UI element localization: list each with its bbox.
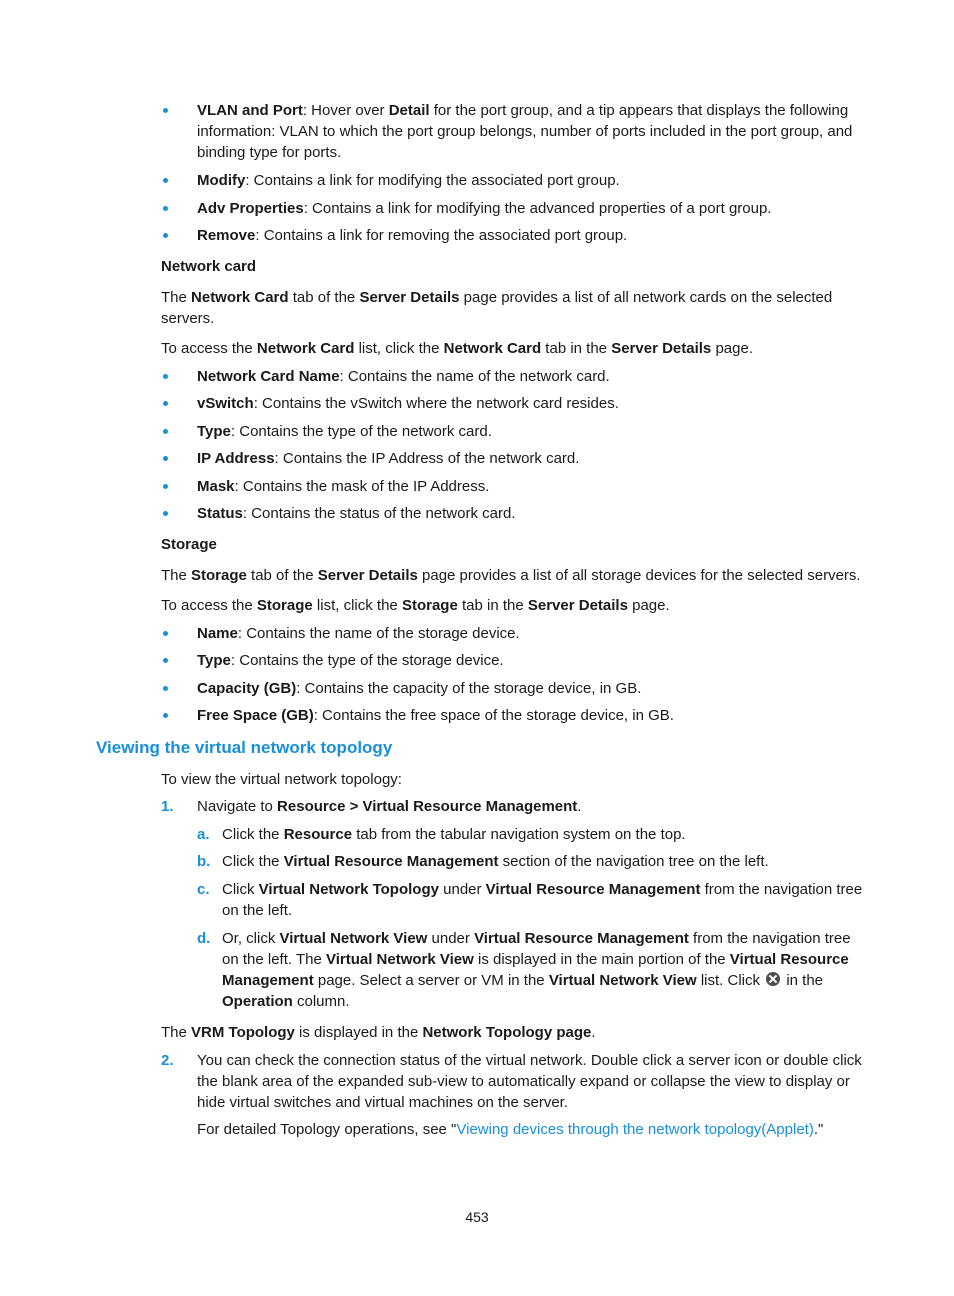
- bullet-icon: [163, 686, 168, 691]
- substep-item: c. Click Virtual Network Topology under Virtual Resource Management from the navigation tree on the left.: [197, 881, 863, 919]
- bullet-icon: [163, 456, 168, 461]
- paragraph: The Storage tab of the Server Details page provides a list of all storage devices for the selected servers.: [161, 567, 861, 584]
- bullet-icon: [163, 429, 168, 434]
- paragraph: The VRM Topology is displayed in the Network Topology page.: [161, 1024, 596, 1041]
- paragraph: The Network Card tab of the Server Details page provides a list of all network cards on the selected servers.: [161, 289, 833, 327]
- bullet-icon: [163, 713, 168, 718]
- bullet-icon: [163, 658, 168, 663]
- operation-icon: [766, 972, 780, 986]
- substep-item: b. Click the Virtual Resource Management section of the navigation tree on the left.: [197, 853, 769, 870]
- bullet-icon: [163, 401, 168, 406]
- section-heading-topology: Viewing the virtual network topology: [96, 738, 393, 757]
- list-item: Modify: Contains a link for modifying the associated port group.: [161, 170, 863, 191]
- paragraph: To view the virtual network topology:: [161, 771, 402, 788]
- list-item: Capacity (GB): Contains the capacity of the storage device, in GB.: [161, 678, 863, 699]
- substep-item: a. Click the Resource tab from the tabular navigation system on the top.: [197, 826, 686, 843]
- paragraph: For detailed Topology operations, see "Viewing devices through the network topology(Applet).": [197, 1121, 824, 1138]
- list-item: Type: Contains the type of the storage device.: [161, 650, 863, 671]
- list-item: Network Card Name: Contains the name of the network card.: [161, 366, 863, 387]
- bullet-icon: [163, 178, 168, 183]
- topology-applet-link[interactable]: Viewing devices through the network topology(Applet): [456, 1121, 814, 1138]
- bullet-icon: [163, 484, 168, 489]
- paragraph: To access the Storage list, click the Storage tab in the Server Details page.: [161, 597, 670, 614]
- list-item: Remove: Contains a link for removing the associated port group.: [161, 225, 863, 246]
- list-item: VLAN and Port: Hover over Detail for the port group, and a tip appears that displays the following information: VLAN to which the port group belongs, number of ports included in the port group, and binding type for ports.: [161, 100, 863, 163]
- bullet-icon: [163, 511, 168, 516]
- section-heading-storage: Storage: [161, 536, 217, 553]
- term: VLAN and Port: [197, 102, 303, 119]
- list-item: Mask: Contains the mask of the IP Address.: [161, 476, 863, 497]
- step-item: 2. You can check the connection status of the virtual network. Double click a server icon or double click the blank area of the expanded sub-view to automatically expand or collapse the view to display or hide virtual switches and virtual machines on the server.: [161, 1052, 862, 1111]
- bullet-icon: [163, 374, 168, 379]
- list-item: vSwitch: Contains the vSwitch where the network card resides.: [161, 393, 863, 414]
- step-item: 1. Navigate to Resource > Virtual Resource Management.: [161, 798, 582, 815]
- list-item: Adv Properties: Contains a link for modifying the advanced properties of a port group.: [161, 198, 863, 219]
- list-item: Status: Contains the status of the network card.: [161, 503, 863, 524]
- bullet-icon: [163, 108, 168, 113]
- bullet-icon: [163, 206, 168, 211]
- bullet-icon: [163, 233, 168, 238]
- list-item: Free Space (GB): Contains the free space of the storage device, in GB.: [161, 705, 863, 726]
- substep-item: d. Or, click Virtual Network View under Virtual Resource Management from the navigation tree on the left. The Virtual Network View is displayed in the main portion of the Virtual Resource Management page. Select a server or VM in the Virtual Network View list. Click in the Operation column.: [197, 930, 851, 1010]
- list-item: IP Address: Contains the IP Address of the network card.: [161, 448, 863, 469]
- section-heading-network-card: Network card: [161, 258, 257, 275]
- bullet-icon: [163, 631, 168, 636]
- list-item: Type: Contains the type of the network card.: [161, 421, 863, 442]
- paragraph: To access the Network Card list, click the Network Card tab in the Server Details page.: [161, 340, 753, 357]
- list-item: Name: Contains the name of the storage device.: [161, 623, 863, 644]
- page-number: 453: [465, 1209, 489, 1225]
